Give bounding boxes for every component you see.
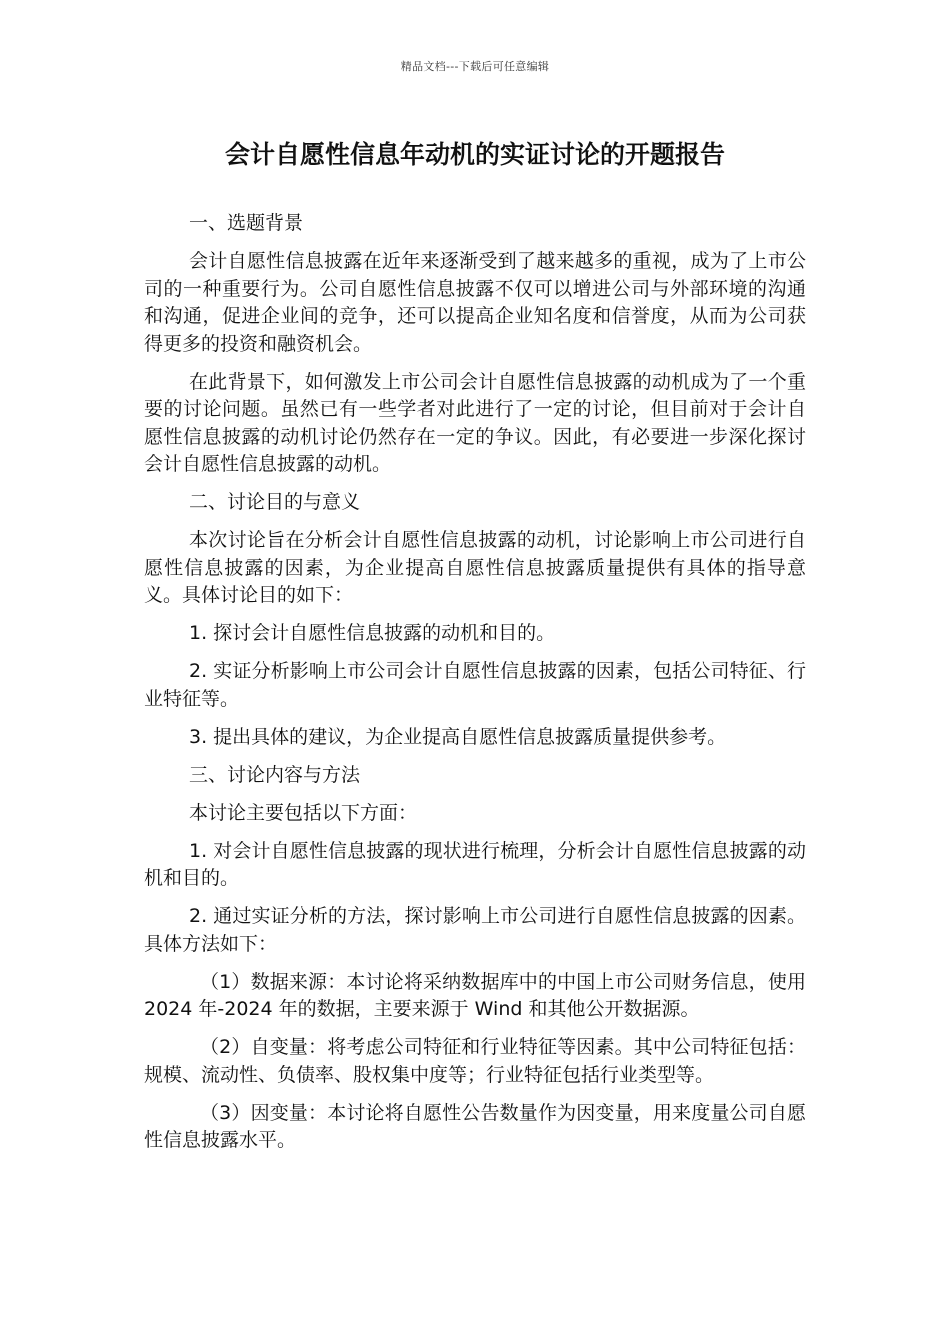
list-item: 2. 实证分析影响上市公司会计自愿性信息披露的因素，包括公司特征、行业特征等。 [144,660,806,710]
header-note: 精品文档---下载后可任意编辑 [400,60,550,73]
list-item: 2. 通过实证分析的方法，探讨影响上市公司进行自愿性信息披露的因素。具体方法如下： [144,905,806,955]
list-item: 1. 探讨会计自愿性信息披露的动机和目的。 [189,622,556,644]
paragraph: 本讨论主要包括以下方面： [189,801,418,824]
paragraph: 会计自愿性信息披露在近年来逐渐受到了越来越多的重视，成为了上市公司的一种重要行为。公司自愿性信息披露不仅可以增进公司与外部环境的沟通和沟通，促进企业间的竞争，还可以提高企业知名度和信誉度，从而为公司获得更多的投资和融资机会。 [144,250,806,355]
section-heading-background: 一、选题背景 [189,212,304,234]
sub-list-item: （3）因变量：本讨论将自愿性公告数量作为因变量，用来度量公司自愿性信息披露水平。 [144,1101,806,1151]
document-body [144,210,806,1165]
sub-list-item: （2）自变量：将考虑公司特征和行业特征等因素。其中公司特征包括：规模、流动性、负债率、股权集中度等；行业特征包括行业类型等。 [144,1036,806,1086]
sub-list-item: （1）数据来源：本讨论将采纳数据库中的中国上市公司财务信息，使用 2024 年-2024 年的数据，主要来源于 Wind 和其他公开数据源。 [144,970,806,1020]
section-heading-methods: 三、讨论内容与方法 [189,763,361,786]
paragraph: 本次讨论旨在分析会计自愿性信息披露的动机，讨论影响上市公司进行自愿性信息披露的因素，为企业提高自愿性信息披露质量提供有具体的指导意义。具体讨论目的如下： [144,529,806,606]
section-heading-purpose: 二、讨论目的与意义 [189,491,361,513]
document-title: 会计自愿性信息年动机的实证讨论的开题报告 [224,140,725,169]
list-item: 1. 对会计自愿性信息披露的现状进行梳理，分析会计自愿性信息披露的动机和目的。 [144,839,806,889]
list-item: 3. 提出具体的建议，为企业提高自愿性信息披露质量提供参考。 [189,725,727,748]
paragraph: 在此背景下，如何激发上市公司会计自愿性信息披露的动机成为了一个重要的讨论问题。虽然已有一些学者对此进行了一定的讨论，但目前对于会计自愿性信息披露的动机讨论仍然存在一定的争议。因此，有必要进一步深化探讨会计自愿性信息披露的动机。 [144,370,806,475]
